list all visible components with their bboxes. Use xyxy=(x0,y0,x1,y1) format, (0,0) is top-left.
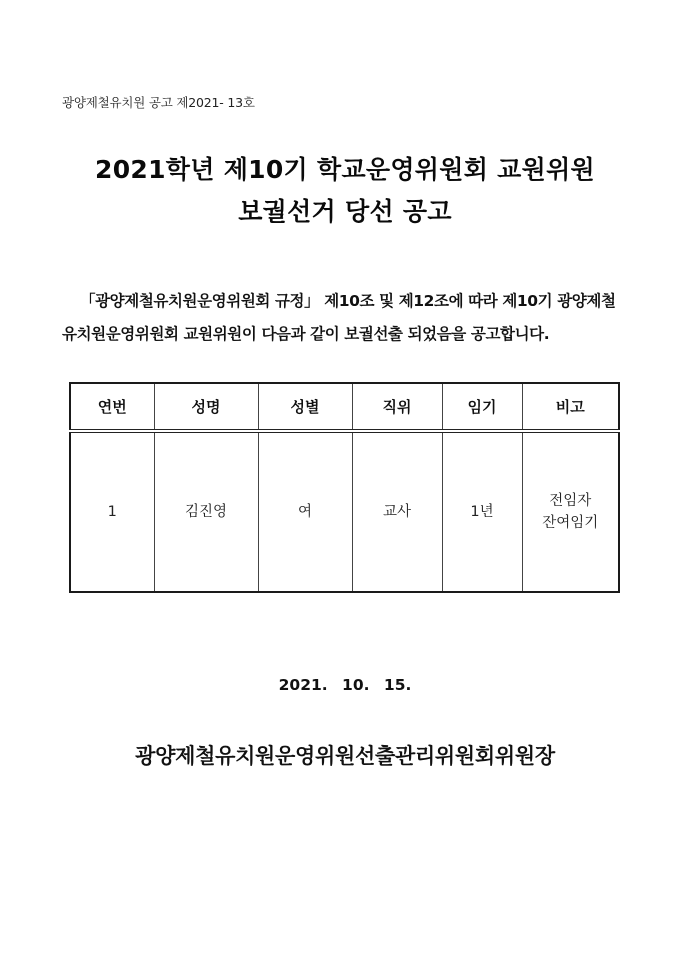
header-term: 임기 xyxy=(442,383,522,431)
cell-term: 1년 xyxy=(442,431,522,592)
document-number: 광양제철유치원 공고 제2021- 13호 xyxy=(62,95,255,110)
header-note: 비고 xyxy=(522,383,619,431)
cell-serial-number: 1 xyxy=(70,431,154,592)
cell-name: 김진영 xyxy=(154,431,258,592)
note-line-1: 전임자 xyxy=(549,493,592,509)
announcement-date: 2021. 10. 15. xyxy=(278,676,412,694)
cell-gender: 여 xyxy=(258,431,352,592)
election-result-table xyxy=(69,382,620,593)
issuer-signature: 광양제철유치원운영위원선출관리위원회위원장 xyxy=(135,744,555,768)
cell-note xyxy=(522,431,619,592)
table-row xyxy=(70,431,619,592)
header-position: 직위 xyxy=(352,383,442,431)
cell-position: 교사 xyxy=(352,431,442,592)
note-line-2: 잔여임기 xyxy=(542,515,599,531)
table-header-row xyxy=(70,383,619,431)
page-title-line-2: 보궐선거 당선 공고 xyxy=(238,197,452,226)
announcement-text-line-2: 유치원운영위원회 교원위원이 다음과 같이 보궐선출 되었음을 공고합니다. xyxy=(62,325,550,343)
header-serial-number: 연번 xyxy=(70,383,154,431)
announcement-text-line-1: 「광양제철유치원운영위원회 규정」 제10조 및 제12조에 따라 제10기 광양제철 xyxy=(80,292,616,310)
header-gender: 성별 xyxy=(258,383,352,431)
header-name: 성명 xyxy=(154,383,258,431)
page-title-line-1: 2021학년 제10기 학교운영위원회 교원위원 xyxy=(95,155,595,184)
